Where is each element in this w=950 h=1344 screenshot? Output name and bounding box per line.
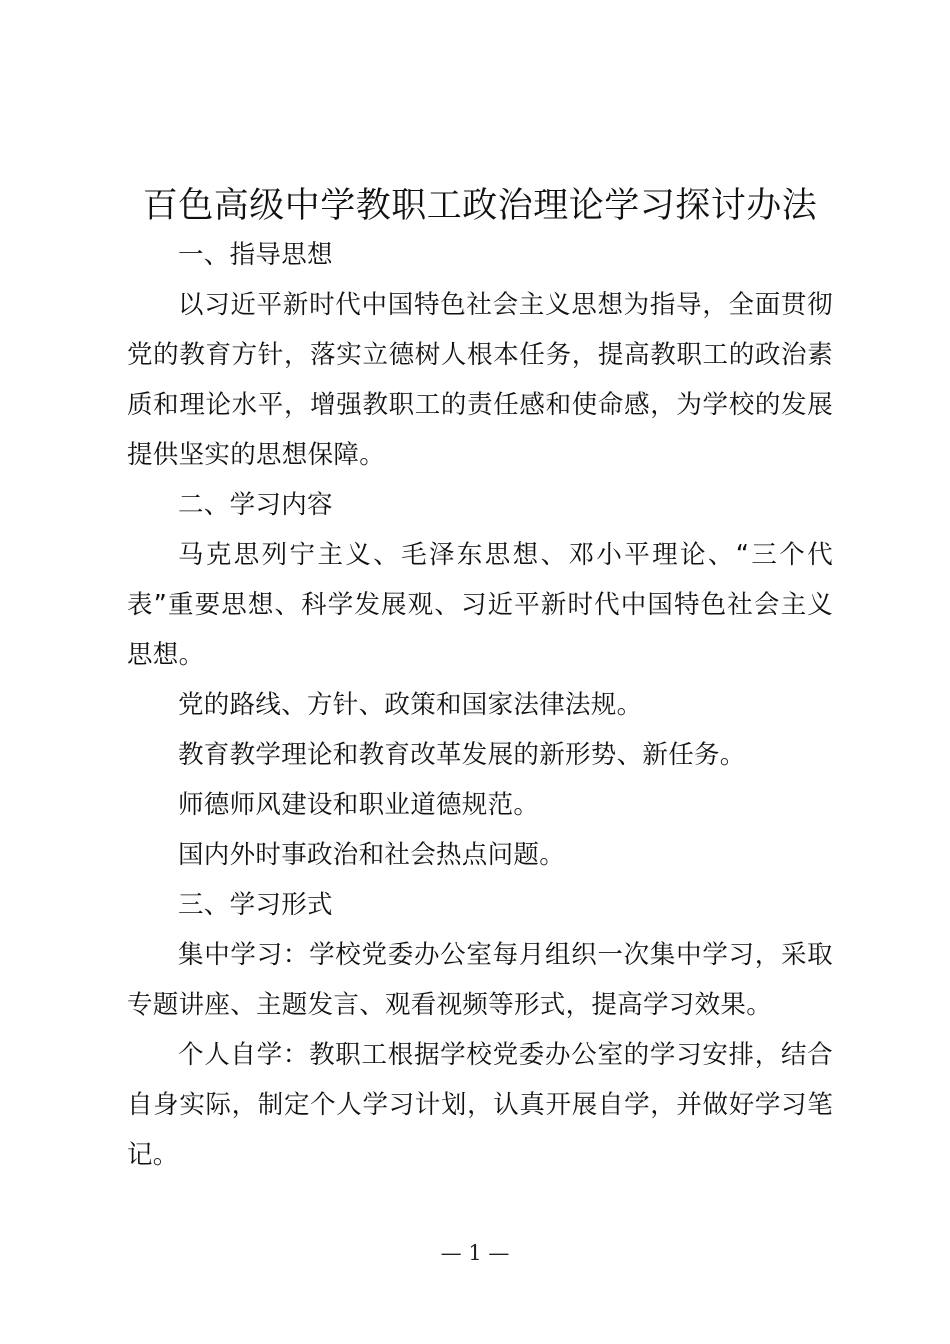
- paragraph-study-content-ethics: 师德师风建设和职业道德规范。: [178, 790, 540, 820]
- paragraph-study-content-policy: 党的路线、方针、政策和国家法律法规。: [178, 690, 643, 720]
- paragraph-study-content-current-affairs: 国内外时事政治和社会热点问题。: [178, 840, 566, 870]
- page-number: — 1 —: [440, 1241, 510, 1265]
- paragraph-study-content-theory: 马克思列宁主义、毛泽东思想、邓小平理论、“三个代表”重要思想、科学发展观、习近平新时代中国特色社会主义思想。: [127, 540, 833, 670]
- section-heading-guiding-thought: 一、指导思想: [178, 240, 333, 270]
- paragraph-guiding-thought: 以习近平新时代中国特色社会主义思想为指导，全面贯彻党的教育方针，落实立德树人根本任务，提高教职工的政治素质和理论水平，增强教职工的责任感和使命感，为学校的发展提供坚实的思想保障。: [127, 290, 833, 470]
- paragraph-study-form-collective: 集中学习：学校党委办公室每月组织一次集中学习，采取专题讲座、主题发言、观看视频等形式，提高学习效果。: [127, 940, 833, 1020]
- document-body: [127, 230, 833, 1180]
- section-heading-study-form: 三、学习形式: [178, 890, 333, 920]
- section-heading-study-content: 二、学习内容: [178, 490, 333, 520]
- paragraph-study-form-self-study: 个人自学：教职工根据学校党委办公室的学习安排，结合自身实际，制定个人学习计划，认真开展自学，并做好学习笔记。: [127, 1040, 833, 1170]
- document-title: 百色高级中学教职工政治理论学习探讨办法: [142, 186, 818, 226]
- paragraph-study-content-education: 教育教学理论和教育改革发展的新形势、新任务。: [178, 740, 746, 770]
